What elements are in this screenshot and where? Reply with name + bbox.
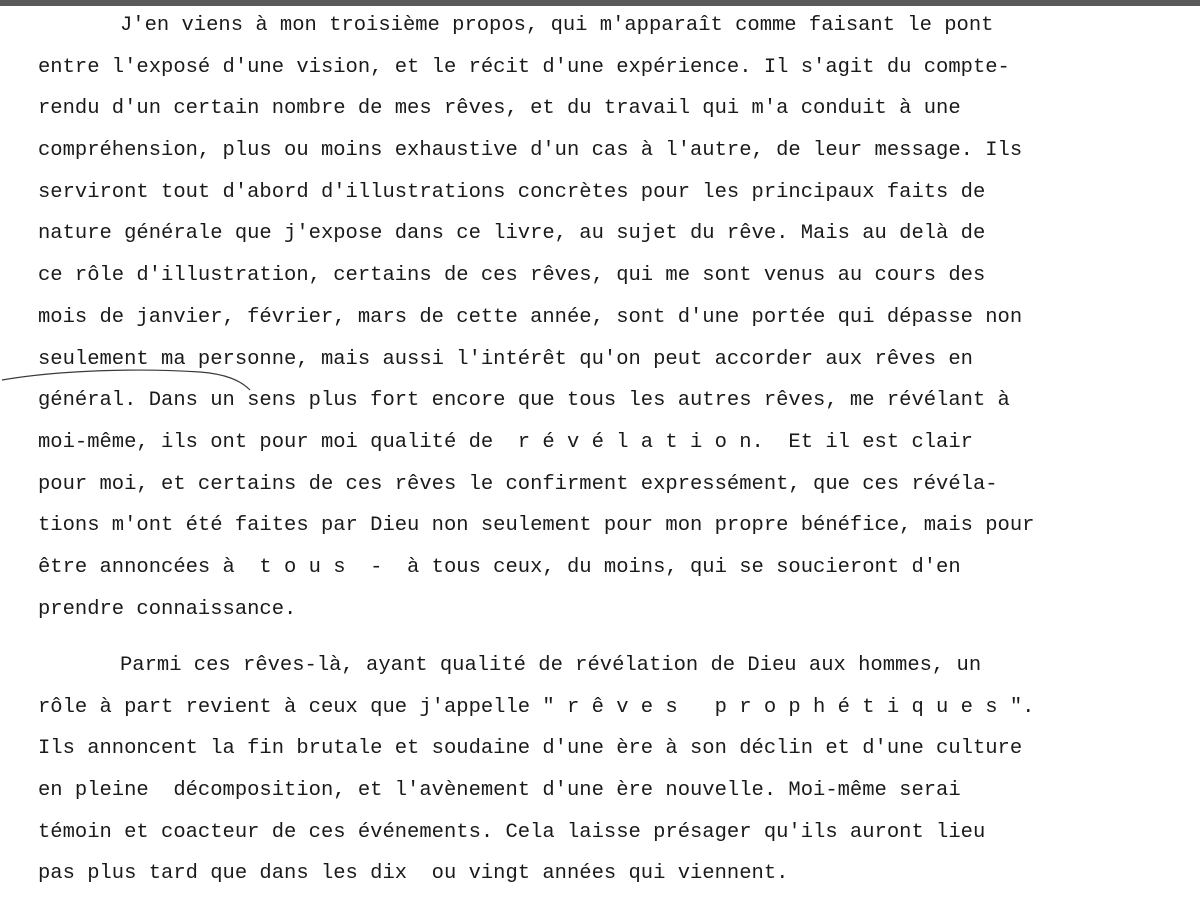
text-line: en pleine décomposition, et l'avènement d'une ère nouvelle. Moi-même serai — [38, 779, 961, 803]
text-line: témoin et coacteur de ces événements. Cela laisse présager qu'ils auront lieu — [38, 820, 986, 844]
text-line: ce rôle d'illustration, certains de ces rêves, qui me sont venus au cours des — [38, 264, 986, 288]
text-line: serviront tout d'abord d'illustrations concrètes pour les principaux faits de — [38, 180, 986, 204]
text-line: être annoncées à t o u s - à tous ceux, du moins, qui se soucieront d'en — [38, 555, 961, 579]
text-line: pas plus tard que dans les dix ou vingt années qui viennent. — [38, 862, 789, 886]
text-line: entre l'exposé d'une vision, et le récit d'une expérience. Il s'agit du compte- — [38, 55, 1010, 79]
paragraph-1 — [38, 5, 1188, 630]
text-line: seulement ma personne, mais aussi l'intérêt qu'on peut accorder aux rêves en — [38, 347, 973, 371]
text-line: Parmi ces rêves-là, ayant qualité de révélation de Dieu aux hommes, un — [120, 654, 982, 677]
text-line: J'en viens à mon troisième propos, qui m'apparaît comme faisant le pont — [120, 14, 994, 37]
text-line: Ils annoncent la fin brutale et soudaine d'une ère à son déclin et d'une culture — [38, 737, 1023, 761]
text-line: rôle à part revient à ceux que j'appelle " r ê v e s p r o p h é t i q u e s ". — [38, 695, 1035, 719]
text-line: général. Dans un sens plus fort encore que tous les autres rêves, me révélant à — [38, 389, 1010, 413]
text-line: compréhension, plus ou moins exhaustive d'un cas à l'autre, de leur message. Ils — [38, 139, 1023, 163]
text-line: nature générale que j'expose dans ce livre, au sujet du rêve. Mais au delà de — [38, 222, 986, 246]
text-line: prendre connaissance. — [38, 597, 297, 621]
paragraph-2 — [38, 645, 1188, 895]
text-line: tions m'ont été faites par Dieu non seulement pour mon propre bénéfice, mais pour — [38, 514, 1035, 538]
text-line: mois de janvier, février, mars de cette année, sont d'une portée qui dépasse non — [38, 305, 1023, 329]
text-line: pour moi, et certains de ces rêves le confirment expressément, que ces révéla- — [38, 472, 998, 496]
text-line: moi-même, ils ont pour moi qualité de r é v é l a t i o n. Et il est clair — [38, 430, 973, 454]
text-line: rendu d'un certain nombre de mes rêves, et du travail qui m'a conduit à une — [38, 97, 961, 121]
